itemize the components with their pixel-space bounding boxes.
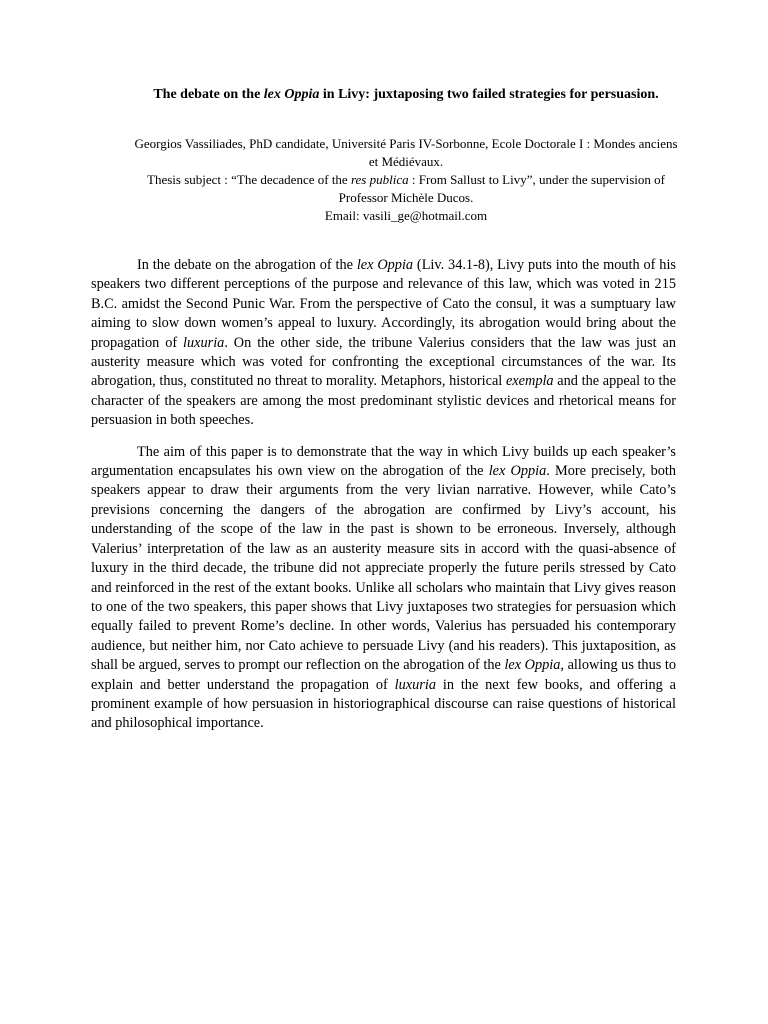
abstract-body <box>91 256 676 746</box>
thesis-text-2: : From Sallust to Livy”, under the supervision of Professor Michèle Ducos. <box>338 172 665 205</box>
author-block <box>130 135 682 225</box>
paragraph-2 <box>91 443 676 734</box>
thesis-res-publica: res publica <box>350 172 409 187</box>
p2-text-3: , allowing us thus to explain and better understand the propagation of <box>91 657 676 693</box>
p2-text-1: The aim of this paper is to demonstrate that the way in which Livy builds up each speaker’s argumentation encapsulates his own view on the abrogation of the <box>91 443 676 480</box>
p1-text-1: In the debate on the abrogation of the <box>137 257 357 273</box>
paper-title <box>150 86 662 104</box>
p2-luxuria: luxuria <box>394 676 436 693</box>
title-lex-oppia: lex Oppia <box>263 87 320 102</box>
paragraph-1 <box>91 256 676 431</box>
author-email: Email: vasili_ge@hotmail.com <box>324 208 488 223</box>
p2-lex-oppia: lex Oppia <box>488 463 547 480</box>
p1-luxuria: luxuria <box>183 334 225 351</box>
p2-lex-oppia-2: lex Oppia <box>504 657 561 674</box>
p2-text-4: in the next few books, and offering a prominent example of how persuasion in historiographical discourse can raise questions of historical and philosophical importance. <box>91 676 676 732</box>
thesis-text-1: Thesis subject : “The decadence of the <box>147 172 351 187</box>
p2-text-2: . More precisely, both speakers appear to draw their arguments from the very livian narrative. However, while Cato’s previsions concerning the dangers of the abrogation are confirmed by Livy’s account, his understanding of the scope of the law in the past is shown to be erroneous. Inversely, although Valerius’ interpretation of the law as an austerity measure sits in accord with the quasi-absence of luxury in the third decade, the tribune did not appreciate properly the future perils stressed by Cato and reinforced in the rest of the extant books. Unlike all scholars who maintain that Livy gives reason to one of the two speakers, this paper shows that Livy juxtaposes two strategies for persuasion which equally failed to prevent Rome’s decline. In other words, Valerius has persuaded his contemporary audience, but neither him, nor Cato achieve to persuade Livy (and his readers). This juxtaposition, as shall be argued, serves to prompt our reflection on the abrogation of the <box>91 463 677 674</box>
thesis-subject <box>130 171 682 207</box>
p1-lex-oppia: lex Oppia <box>356 257 414 273</box>
p1-text-3: . On the other side, the tribune Valerius considers that the law was just an austerity measure which was voted for confronting the exceptional circumstances of the war. Its abrogation, thus, constituted no threat to morality. Metaphors, historical <box>91 334 676 390</box>
p1-text-4: and the appeal to the character of the speakers are among the most predominant stylistic devices and rhetorical means for persuasion in both speeches. <box>91 373 676 429</box>
title-text-2: in Livy: juxtaposing two failed strategies for persuasion. <box>319 87 659 102</box>
p1-text-2: (Liv. 34.1-8), Livy puts into the mouth of his speakers two different perceptions of the purpose and relevance of this law, which was voted in 215 B.C. amidst the Second Punic War. From the perspective of Cato the consul, it was a sumptuary law aiming to slow down women’s appeal to luxury. Accordingly, its abrogation would bring about the propagation of <box>91 257 676 351</box>
author-affiliation: Georgios Vassiliades, PhD candidate, Université Paris IV-Sorbonne, Ecole Doctorale I : Mondes anciens et Médiévaux. <box>134 136 678 169</box>
title-text-1: The debate on the <box>153 87 264 102</box>
p1-exempla: exempla <box>505 373 554 390</box>
